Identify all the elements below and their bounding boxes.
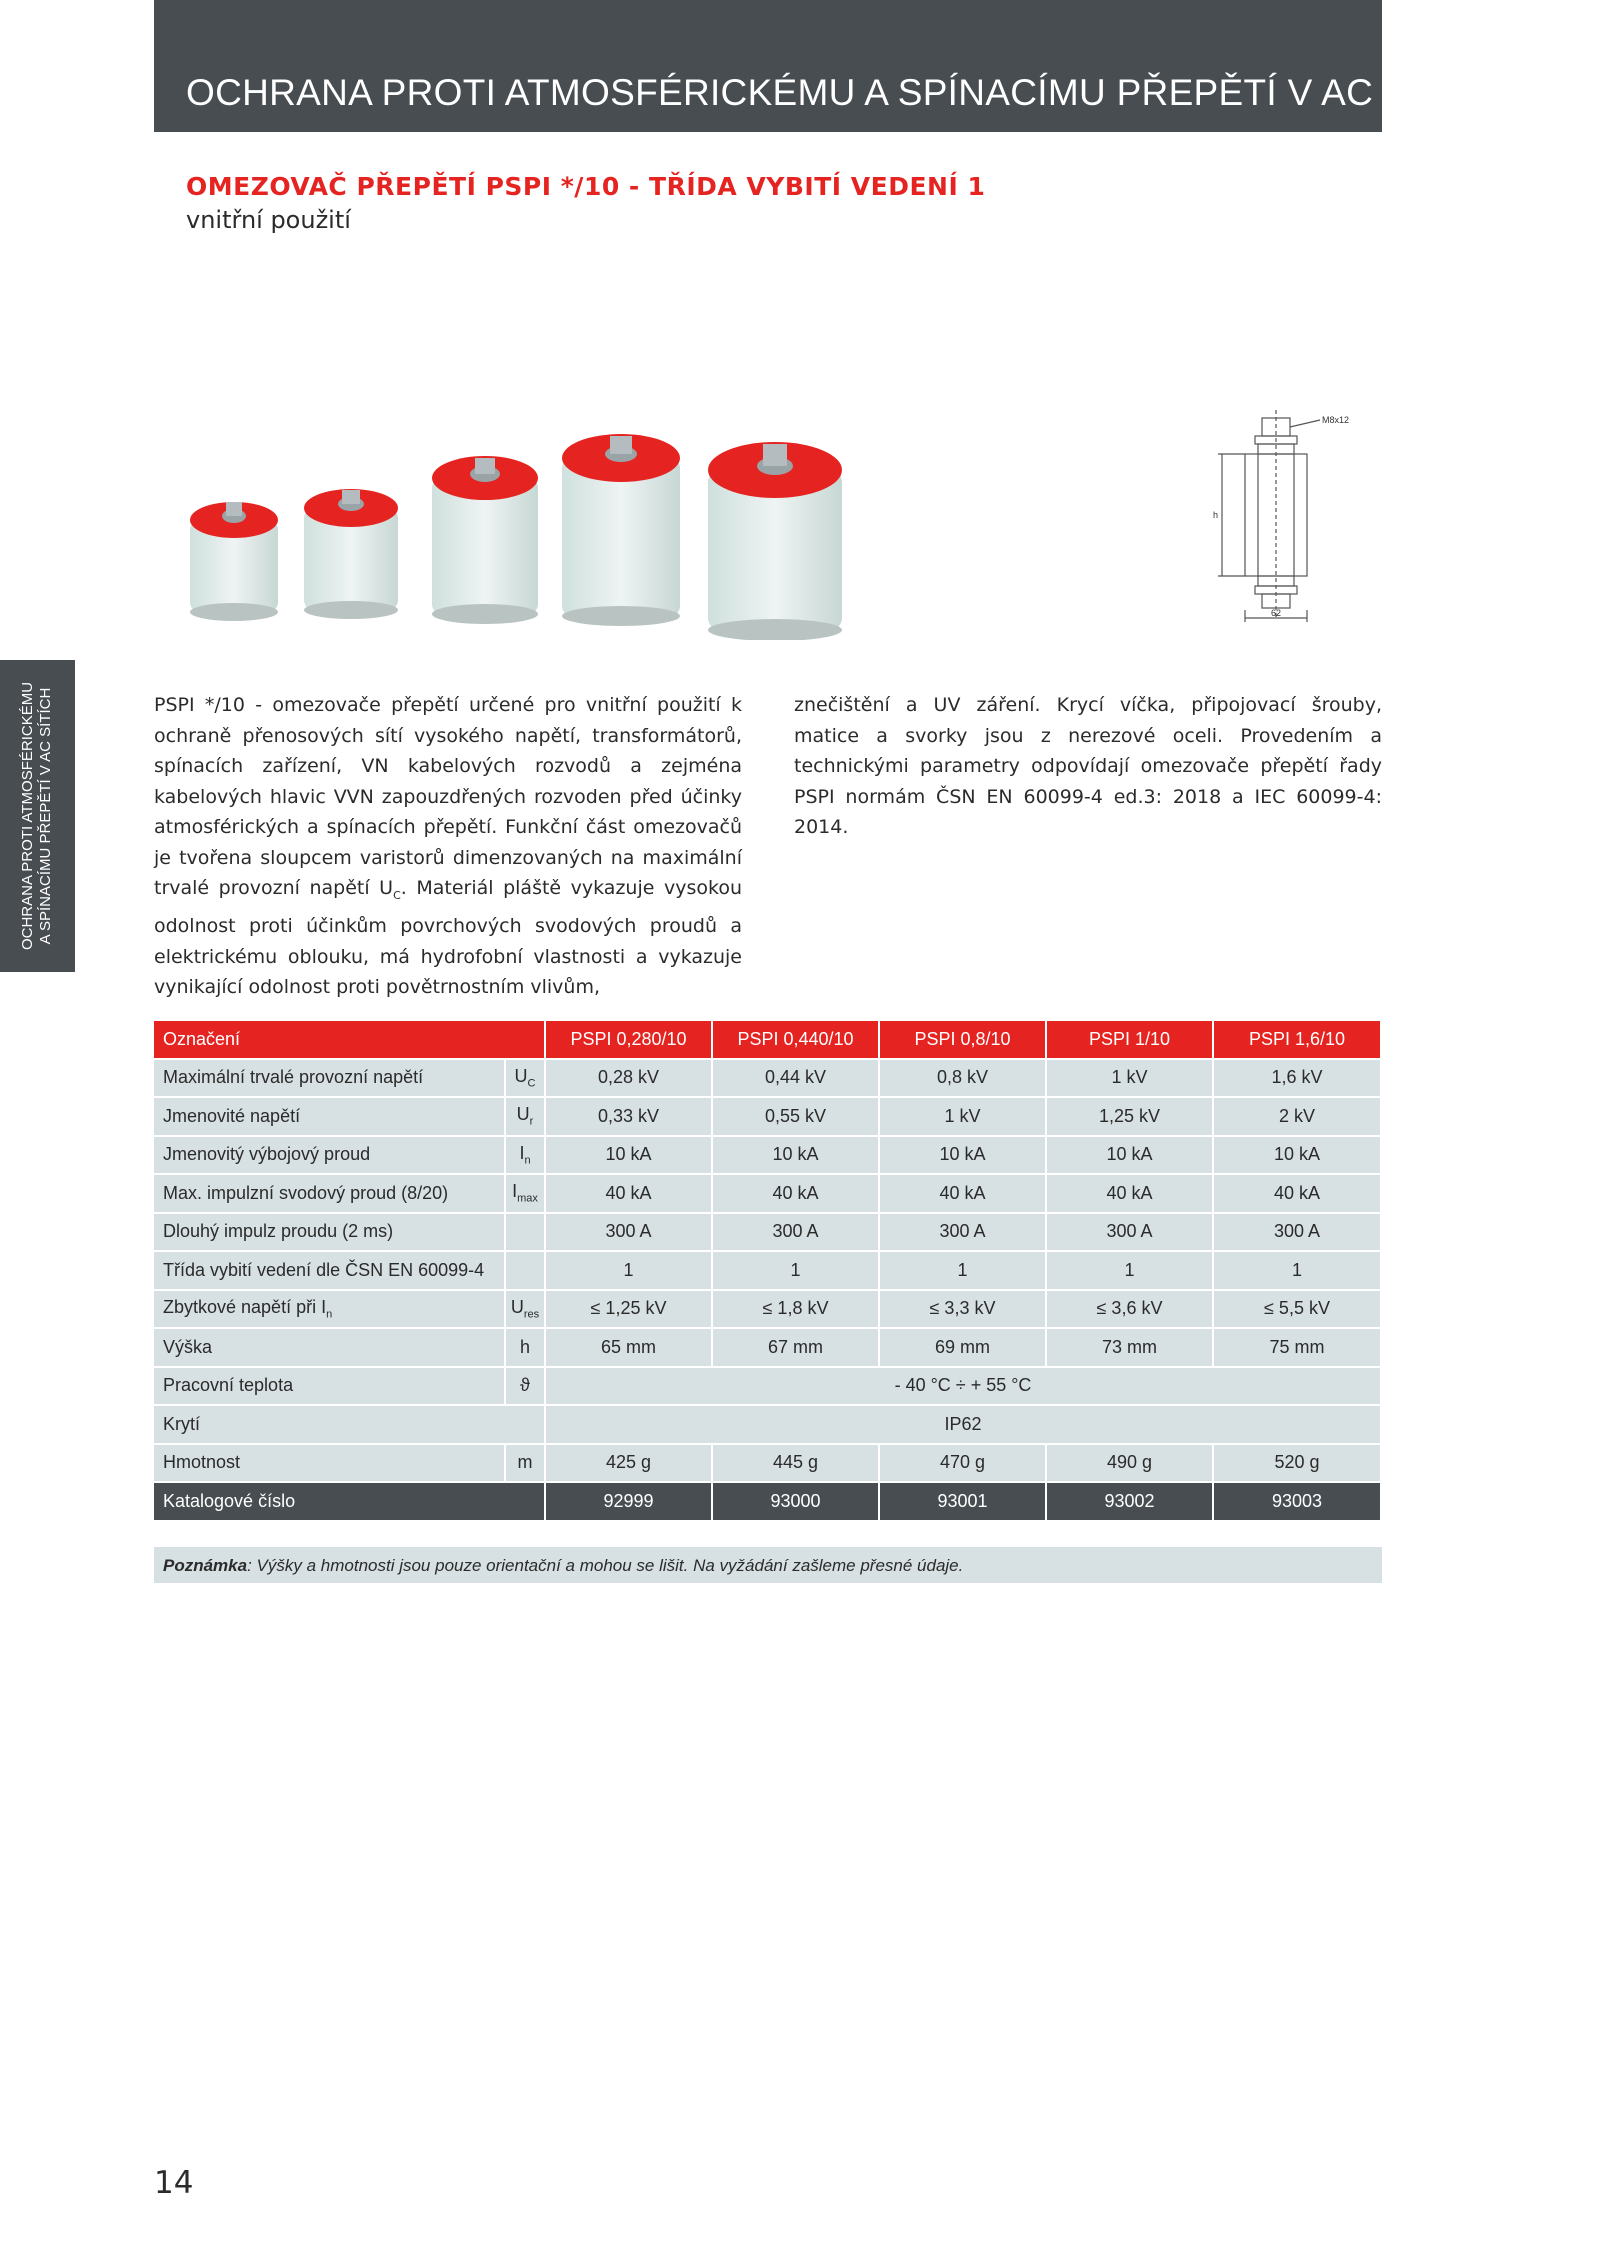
row-label-text: Max. impulzní svodový proud (8/20) — [163, 1182, 449, 1203]
row-value: 1 kV — [880, 1098, 1047, 1137]
arrester-image — [562, 434, 680, 626]
row-label: Hmotnost — [154, 1445, 506, 1484]
row-symbol-subscript: n — [524, 1154, 531, 1167]
row-label-text: Jmenovitý výbojový proud — [163, 1144, 371, 1165]
description-left — [154, 690, 742, 1003]
table-row — [154, 1214, 1382, 1253]
note-text: : Výšky a hmotnosti jsou pouze orientační a mohou se lišit. Na vyžádání zašleme přesné údaje. — [247, 1556, 964, 1575]
table-row — [154, 1060, 1382, 1099]
row-value: 1 — [713, 1252, 880, 1291]
row-label — [154, 1137, 506, 1176]
row-value: 67 mm — [713, 1329, 880, 1368]
row-value: 300 A — [713, 1214, 880, 1253]
product-subtitle: vnitřní použití — [186, 206, 351, 234]
page-number: 14 — [154, 2165, 194, 2201]
table-row — [154, 1368, 1382, 1407]
header-model: PSPI 0,440/10 — [713, 1021, 880, 1060]
row-label — [154, 1175, 506, 1214]
note-box — [154, 1547, 1382, 1583]
product-photo — [180, 420, 680, 640]
row-value: 1 — [880, 1252, 1047, 1291]
product-title: OMEZOVAČ PŘEPĚTÍ PSPI */10 - TŘÍDA VYBITÍ VEDENÍ 1 — [186, 172, 986, 201]
section-title: OCHRANA PROTI ATMOSFÉRICKÉMU A SPÍNACÍMU PŘEPĚTÍ V AC SÍTÍCH — [186, 72, 1507, 113]
header-label: Označení — [154, 1021, 546, 1060]
row-label — [154, 1329, 506, 1368]
table-row — [154, 1098, 1382, 1137]
row-symbol — [506, 1329, 546, 1368]
row-value: 300 A — [1214, 1214, 1382, 1253]
side-tab-line1: OCHRANA PROTI ATMOSFÉRICKÉMU — [19, 681, 36, 951]
catalog-number: 93002 — [1047, 1483, 1214, 1522]
row-value: 0,33 kV — [546, 1098, 713, 1137]
thread-label: M8x12 — [1322, 415, 1350, 425]
row-value: 1,6 kV — [1214, 1060, 1382, 1099]
row-value: - 40 °C ÷ + 55 °C — [546, 1368, 1382, 1407]
table-row — [154, 1252, 1382, 1291]
table-header-row — [154, 1021, 1382, 1060]
side-tab — [0, 660, 75, 972]
row-value: 69 mm — [880, 1329, 1047, 1368]
row-label — [154, 1214, 506, 1253]
row-symbol — [506, 1060, 546, 1099]
arrester-image — [432, 456, 538, 624]
table-row — [154, 1175, 1382, 1214]
arrester-image — [190, 502, 278, 621]
row-value: 490 g — [1047, 1445, 1214, 1484]
row-label-text: Třída vybití vedení dle ČSN EN 60099-4 — [163, 1259, 485, 1280]
header-model: PSPI 1,6/10 — [1214, 1021, 1382, 1060]
row-value: 1,25 kV — [1047, 1098, 1214, 1137]
row-value: 1 — [1047, 1252, 1214, 1291]
row-symbol — [506, 1252, 546, 1291]
row-symbol-subscript: r — [529, 1116, 534, 1129]
row-value: 10 kA — [1047, 1137, 1214, 1176]
row-value: 1 kV — [1047, 1060, 1214, 1099]
row-value: 40 kA — [713, 1175, 880, 1214]
row-value: 0,28 kV — [546, 1060, 713, 1099]
row-label — [154, 1252, 506, 1291]
side-tab-text — [19, 682, 55, 950]
row-value: 1 — [1214, 1252, 1382, 1291]
row-value: 0,44 kV — [713, 1060, 880, 1099]
row-label-text: Výška — [163, 1336, 213, 1357]
row-value: 40 kA — [1214, 1175, 1382, 1214]
row-value: 425 g — [546, 1445, 713, 1484]
row-symbol-text: I — [519, 1142, 525, 1163]
row-label — [154, 1098, 506, 1137]
row-label: Pracovní teplota — [154, 1368, 506, 1407]
table-row — [154, 1406, 1382, 1445]
row-value: ≤ 3,6 kV — [1047, 1291, 1214, 1330]
row-value: 520 g — [1214, 1445, 1382, 1484]
description-text-2: . Materiál pláště vykazuje vysokou odolnost proti účinkům povrchových svodových proudů a elektrickému oblouku, má hydrofobní vlastnosti a vykazuje vynikající odolnost proti povětrnostním vlivům, — [154, 877, 742, 999]
row-value: 300 A — [880, 1214, 1047, 1253]
row-label: Krytí — [154, 1406, 546, 1445]
row-symbol-subscript: max — [517, 1193, 538, 1206]
row-value: 40 kA — [1047, 1175, 1214, 1214]
header-model: PSPI 0,8/10 — [880, 1021, 1047, 1060]
row-value: ≤ 1,25 kV — [546, 1291, 713, 1330]
row-value: 0,8 kV — [880, 1060, 1047, 1099]
row-symbol-text: U — [516, 1104, 530, 1125]
row-symbol — [506, 1098, 546, 1137]
catalog-row — [154, 1483, 1382, 1522]
row-value: 65 mm — [546, 1329, 713, 1368]
row-label-text: Jmenovité napětí — [163, 1105, 301, 1126]
row-value: 1 — [546, 1252, 713, 1291]
row-value: 2 kV — [1214, 1098, 1382, 1137]
row-value: 0,55 kV — [713, 1098, 880, 1137]
row-value: ≤ 3,3 kV — [880, 1291, 1047, 1330]
header-band — [154, 0, 1507, 132]
technical-drawing — [1200, 410, 1400, 630]
arrester-image — [304, 489, 398, 619]
row-symbol: ϑ — [506, 1368, 546, 1407]
row-symbol — [506, 1214, 546, 1253]
row-symbol-text: U — [510, 1296, 524, 1317]
spec-table — [154, 1021, 1382, 1522]
row-symbol-subscript: C — [527, 1077, 536, 1090]
table-row — [154, 1329, 1382, 1368]
row-value: 75 mm — [1214, 1329, 1382, 1368]
catalog-number: 93001 — [880, 1483, 1047, 1522]
row-label — [154, 1060, 506, 1099]
side-tab-line2: A SPÍNACÍMU PŘEPĚTÍ V AC SÍTÍCH — [37, 687, 54, 945]
arrester-large-image — [700, 430, 850, 640]
row-value: 40 kA — [880, 1175, 1047, 1214]
row-label-text: Maximální trvalé provozní napětí — [163, 1067, 424, 1088]
row-value: 10 kA — [880, 1137, 1047, 1176]
table-row — [154, 1291, 1382, 1330]
row-label-subscript: n — [326, 1308, 333, 1321]
catalog-number: 93000 — [713, 1483, 880, 1522]
width-label: 62 — [1271, 608, 1282, 618]
row-label — [154, 1291, 506, 1330]
row-symbol — [506, 1175, 546, 1214]
row-symbol: m — [506, 1445, 546, 1484]
table-row — [154, 1445, 1382, 1484]
note-label: Poznámka — [163, 1556, 248, 1575]
row-value: IP62 — [546, 1406, 1382, 1445]
row-value: ≤ 1,8 kV — [713, 1291, 880, 1330]
row-label-text: Zbytkové napětí při I — [163, 1296, 327, 1317]
row-value: ≤ 5,5 kV — [1214, 1291, 1382, 1330]
height-label: h — [1213, 510, 1219, 520]
row-value: 10 kA — [713, 1137, 880, 1176]
catalog-number: 92999 — [546, 1483, 713, 1522]
row-value: 445 g — [713, 1445, 880, 1484]
row-value: 10 kA — [546, 1137, 713, 1176]
catalog-number: 93003 — [1214, 1483, 1382, 1522]
row-label: Katalogové číslo — [154, 1483, 546, 1522]
row-value: 470 g — [880, 1445, 1047, 1484]
row-symbol — [506, 1291, 546, 1330]
row-label-text: Dlouhý impulz proudu (2 ms) — [163, 1221, 394, 1242]
description-text-1: PSPI */10 - omezovače přepětí určené pro vnitřní použití k ochraně přenosových sítí vysokého napětí, transformátorů, spínacích zařízení, VN kabelových rozvodů a zejména kabelových hlavic VVN zapouzdřených rozvoden před účinky atmosférických a spínacích přepětí. Funkční část omezovačů je tvořena sloupcem varistorů dimenzovaných na maximální trvalé provozní napětí U — [154, 694, 742, 899]
row-symbol-text: h — [520, 1336, 531, 1357]
header-model: PSPI 0,280/10 — [546, 1021, 713, 1060]
row-value: 40 kA — [546, 1175, 713, 1214]
description-sub: C — [393, 888, 401, 902]
description-right: znečištění a UV záření. Krycí víčka, připojovací šrouby, matice a svorky jsou z nerezové oceli. Provedením a technickými parametry odpovídají omezovače přepětí řady PSPI normám ČSN EN 60099-4 ed.3: 2018 a IEC 60099-4: 2014. — [794, 694, 1382, 838]
row-symbol — [506, 1137, 546, 1176]
row-value: 300 A — [1047, 1214, 1214, 1253]
header-model: PSPI 1/10 — [1047, 1021, 1214, 1060]
row-value: 10 kA — [1214, 1137, 1382, 1176]
row-value: 73 mm — [1047, 1329, 1214, 1368]
row-symbol-text: I — [512, 1181, 518, 1202]
table-row — [154, 1137, 1382, 1176]
row-symbol-text: U — [514, 1065, 528, 1086]
row-symbol-subscript: res — [523, 1308, 540, 1321]
row-value: 300 A — [546, 1214, 713, 1253]
